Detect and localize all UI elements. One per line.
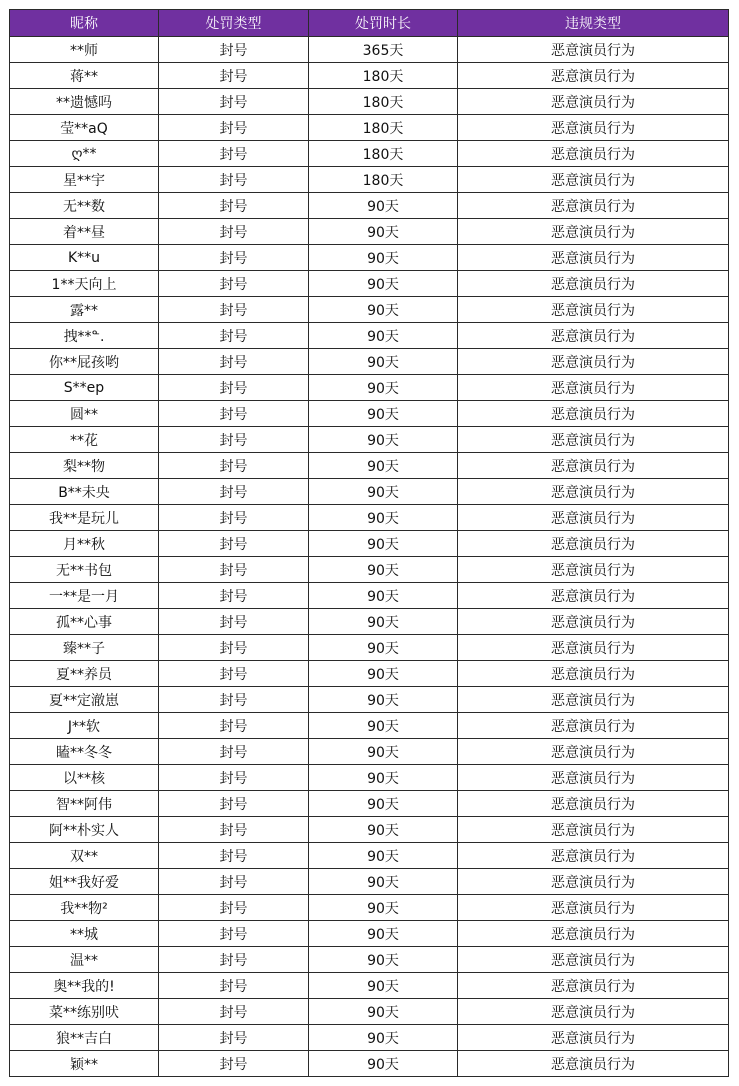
cell-violation-type: 恶意演员行为 bbox=[458, 713, 729, 739]
cell-violation-type: 恶意演员行为 bbox=[458, 1025, 729, 1051]
cell-penalty-type: 封号 bbox=[159, 635, 309, 661]
cell-nickname: ღ** bbox=[10, 141, 159, 167]
cell-violation-type: 恶意演员行为 bbox=[458, 63, 729, 89]
cell-violation-type: 恶意演员行为 bbox=[458, 765, 729, 791]
cell-penalty-duration: 90天 bbox=[309, 713, 458, 739]
cell-penalty-duration: 90天 bbox=[309, 895, 458, 921]
cell-violation-type: 恶意演员行为 bbox=[458, 895, 729, 921]
cell-nickname: J**软 bbox=[10, 713, 159, 739]
cell-violation-type: 恶意演员行为 bbox=[458, 583, 729, 609]
cell-violation-type: 恶意演员行为 bbox=[458, 531, 729, 557]
cell-nickname: 我**是玩儿 bbox=[10, 505, 159, 531]
cell-nickname: 夏**养员 bbox=[10, 661, 159, 687]
table-row bbox=[10, 531, 729, 557]
cell-nickname: 智**阿伟 bbox=[10, 791, 159, 817]
cell-penalty-duration: 90天 bbox=[309, 1025, 458, 1051]
table-row bbox=[10, 505, 729, 531]
cell-nickname: 拽**ᓐ. bbox=[10, 323, 159, 349]
cell-penalty-type: 封号 bbox=[159, 115, 309, 141]
cell-penalty-type: 封号 bbox=[159, 895, 309, 921]
table-row bbox=[10, 661, 729, 687]
cell-penalty-type: 封号 bbox=[159, 1025, 309, 1051]
table-row bbox=[10, 869, 729, 895]
cell-violation-type: 恶意演员行为 bbox=[458, 219, 729, 245]
cell-penalty-duration: 180天 bbox=[309, 63, 458, 89]
cell-penalty-type: 封号 bbox=[159, 297, 309, 323]
cell-nickname: 月**秋 bbox=[10, 531, 159, 557]
cell-penalty-type: 封号 bbox=[159, 193, 309, 219]
cell-violation-type: 恶意演员行为 bbox=[458, 271, 729, 297]
table-row bbox=[10, 219, 729, 245]
table-header-row bbox=[10, 10, 729, 37]
cell-nickname: 无**书包 bbox=[10, 557, 159, 583]
cell-penalty-type: 封号 bbox=[159, 557, 309, 583]
table-row bbox=[10, 557, 729, 583]
cell-nickname: 着**昼 bbox=[10, 219, 159, 245]
cell-violation-type: 恶意演员行为 bbox=[458, 921, 729, 947]
cell-nickname: 臻**子 bbox=[10, 635, 159, 661]
table-row bbox=[10, 1025, 729, 1051]
table-row bbox=[10, 791, 729, 817]
cell-penalty-duration: 90天 bbox=[309, 427, 458, 453]
cell-penalty-duration: 90天 bbox=[309, 817, 458, 843]
table-row bbox=[10, 479, 729, 505]
cell-nickname: 狼**吉白 bbox=[10, 1025, 159, 1051]
cell-penalty-duration: 90天 bbox=[309, 297, 458, 323]
cell-violation-type: 恶意演员行为 bbox=[458, 609, 729, 635]
cell-nickname: 梨**物 bbox=[10, 453, 159, 479]
table-row bbox=[10, 635, 729, 661]
cell-penalty-type: 封号 bbox=[159, 661, 309, 687]
cell-nickname: 姐**我好爱 bbox=[10, 869, 159, 895]
cell-violation-type: 恶意演员行为 bbox=[458, 375, 729, 401]
cell-penalty-duration: 365天 bbox=[309, 37, 458, 63]
cell-violation-type: 恶意演员行为 bbox=[458, 1051, 729, 1077]
cell-violation-type: 恶意演员行为 bbox=[458, 947, 729, 973]
table-row bbox=[10, 973, 729, 999]
cell-penalty-duration: 90天 bbox=[309, 999, 458, 1025]
cell-nickname: **城 bbox=[10, 921, 159, 947]
cell-penalty-type: 封号 bbox=[159, 843, 309, 869]
cell-penalty-type: 封号 bbox=[159, 323, 309, 349]
table-row bbox=[10, 115, 729, 141]
cell-penalty-duration: 90天 bbox=[309, 245, 458, 271]
table-row bbox=[10, 999, 729, 1025]
table-row bbox=[10, 193, 729, 219]
cell-nickname: 奥**我的! bbox=[10, 973, 159, 999]
cell-nickname: B**未央 bbox=[10, 479, 159, 505]
table-row bbox=[10, 609, 729, 635]
cell-penalty-duration: 90天 bbox=[309, 973, 458, 999]
cell-penalty-type: 封号 bbox=[159, 739, 309, 765]
cell-penalty-duration: 90天 bbox=[309, 609, 458, 635]
cell-penalty-duration: 90天 bbox=[309, 349, 458, 375]
cell-nickname: **师 bbox=[10, 37, 159, 63]
cell-nickname: 颖** bbox=[10, 1051, 159, 1077]
cell-penalty-type: 封号 bbox=[159, 401, 309, 427]
cell-penalty-type: 封号 bbox=[159, 427, 309, 453]
table-row bbox=[10, 89, 729, 115]
cell-penalty-duration: 90天 bbox=[309, 557, 458, 583]
cell-penalty-type: 封号 bbox=[159, 63, 309, 89]
cell-violation-type: 恶意演员行为 bbox=[458, 453, 729, 479]
cell-penalty-type: 封号 bbox=[159, 921, 309, 947]
cell-penalty-type: 封号 bbox=[159, 375, 309, 401]
cell-violation-type: 恶意演员行为 bbox=[458, 323, 729, 349]
cell-penalty-type: 封号 bbox=[159, 89, 309, 115]
table-row bbox=[10, 141, 729, 167]
cell-violation-type: 恶意演员行为 bbox=[458, 401, 729, 427]
table-body bbox=[10, 37, 729, 1077]
cell-nickname: 温** bbox=[10, 947, 159, 973]
cell-penalty-type: 封号 bbox=[159, 37, 309, 63]
table-row bbox=[10, 1051, 729, 1077]
cell-violation-type: 恶意演员行为 bbox=[458, 505, 729, 531]
cell-nickname: 菜**练别吠 bbox=[10, 999, 159, 1025]
table-row bbox=[10, 349, 729, 375]
cell-nickname: 阿**朴实人 bbox=[10, 817, 159, 843]
cell-violation-type: 恶意演员行为 bbox=[458, 557, 729, 583]
cell-penalty-type: 封号 bbox=[159, 271, 309, 297]
cell-violation-type: 恶意演员行为 bbox=[458, 141, 729, 167]
cell-penalty-type: 封号 bbox=[159, 609, 309, 635]
cell-nickname: 孤**心事 bbox=[10, 609, 159, 635]
cell-violation-type: 恶意演员行为 bbox=[458, 349, 729, 375]
cell-penalty-type: 封号 bbox=[159, 167, 309, 193]
cell-penalty-type: 封号 bbox=[159, 1051, 309, 1077]
cell-violation-type: 恶意演员行为 bbox=[458, 843, 729, 869]
cell-penalty-type: 封号 bbox=[159, 453, 309, 479]
table-row bbox=[10, 921, 729, 947]
table-row bbox=[10, 375, 729, 401]
table-row bbox=[10, 245, 729, 271]
penalty-table bbox=[9, 9, 729, 1077]
table-row bbox=[10, 271, 729, 297]
cell-penalty-type: 封号 bbox=[159, 713, 309, 739]
cell-violation-type: 恶意演员行为 bbox=[458, 869, 729, 895]
cell-violation-type: 恶意演员行为 bbox=[458, 297, 729, 323]
header-violation-type: 违规类型 bbox=[458, 10, 729, 37]
cell-penalty-duration: 90天 bbox=[309, 323, 458, 349]
cell-penalty-duration: 90天 bbox=[309, 921, 458, 947]
cell-nickname: 星**宇 bbox=[10, 167, 159, 193]
cell-penalty-type: 封号 bbox=[159, 245, 309, 271]
cell-penalty-duration: 180天 bbox=[309, 141, 458, 167]
cell-penalty-duration: 90天 bbox=[309, 843, 458, 869]
cell-penalty-type: 封号 bbox=[159, 583, 309, 609]
cell-nickname: 夏**定澈崽 bbox=[10, 687, 159, 713]
cell-violation-type: 恶意演员行为 bbox=[458, 479, 729, 505]
table-row bbox=[10, 323, 729, 349]
cell-violation-type: 恶意演员行为 bbox=[458, 115, 729, 141]
cell-violation-type: 恶意演员行为 bbox=[458, 739, 729, 765]
cell-nickname: 以**核 bbox=[10, 765, 159, 791]
cell-nickname: 蒋** bbox=[10, 63, 159, 89]
cell-violation-type: 恶意演员行为 bbox=[458, 661, 729, 687]
cell-penalty-duration: 90天 bbox=[309, 687, 458, 713]
cell-nickname: 瞌**冬冬 bbox=[10, 739, 159, 765]
cell-violation-type: 恶意演员行为 bbox=[458, 791, 729, 817]
cell-violation-type: 恶意演员行为 bbox=[458, 999, 729, 1025]
cell-nickname: 露** bbox=[10, 297, 159, 323]
cell-penalty-type: 封号 bbox=[159, 505, 309, 531]
table-row bbox=[10, 713, 729, 739]
cell-violation-type: 恶意演员行为 bbox=[458, 427, 729, 453]
table-row bbox=[10, 37, 729, 63]
table-row bbox=[10, 895, 729, 921]
cell-nickname: 你**屁孩哟 bbox=[10, 349, 159, 375]
cell-violation-type: 恶意演员行为 bbox=[458, 37, 729, 63]
table-row bbox=[10, 427, 729, 453]
cell-penalty-duration: 90天 bbox=[309, 583, 458, 609]
table-row bbox=[10, 817, 729, 843]
cell-violation-type: 恶意演员行为 bbox=[458, 635, 729, 661]
cell-penalty-type: 封号 bbox=[159, 531, 309, 557]
header-penalty-type: 处罚类型 bbox=[159, 10, 309, 37]
cell-penalty-type: 封号 bbox=[159, 869, 309, 895]
cell-nickname: S**ep bbox=[10, 375, 159, 401]
table-row bbox=[10, 297, 729, 323]
cell-penalty-type: 封号 bbox=[159, 791, 309, 817]
cell-penalty-duration: 90天 bbox=[309, 271, 458, 297]
cell-penalty-duration: 90天 bbox=[309, 193, 458, 219]
cell-penalty-type: 封号 bbox=[159, 817, 309, 843]
cell-penalty-duration: 90天 bbox=[309, 947, 458, 973]
cell-violation-type: 恶意演员行为 bbox=[458, 245, 729, 271]
cell-nickname: 圆** bbox=[10, 401, 159, 427]
cell-penalty-type: 封号 bbox=[159, 141, 309, 167]
cell-penalty-type: 封号 bbox=[159, 973, 309, 999]
table-row bbox=[10, 167, 729, 193]
cell-violation-type: 恶意演员行为 bbox=[458, 167, 729, 193]
table-row bbox=[10, 63, 729, 89]
cell-violation-type: 恶意演员行为 bbox=[458, 193, 729, 219]
cell-nickname: 无**数 bbox=[10, 193, 159, 219]
cell-nickname: 莹**aQ bbox=[10, 115, 159, 141]
cell-penalty-duration: 90天 bbox=[309, 375, 458, 401]
cell-penalty-duration: 90天 bbox=[309, 479, 458, 505]
cell-penalty-duration: 90天 bbox=[309, 791, 458, 817]
cell-penalty-duration: 90天 bbox=[309, 531, 458, 557]
cell-nickname: K**u bbox=[10, 245, 159, 271]
cell-penalty-duration: 90天 bbox=[309, 661, 458, 687]
cell-nickname: 1**天向上 bbox=[10, 271, 159, 297]
table-row bbox=[10, 843, 729, 869]
cell-penalty-duration: 90天 bbox=[309, 505, 458, 531]
cell-penalty-duration: 90天 bbox=[309, 869, 458, 895]
table-row bbox=[10, 947, 729, 973]
cell-nickname: **遗憾吗 bbox=[10, 89, 159, 115]
cell-penalty-type: 封号 bbox=[159, 219, 309, 245]
header-nickname: 昵称 bbox=[10, 10, 159, 37]
cell-violation-type: 恶意演员行为 bbox=[458, 817, 729, 843]
cell-penalty-type: 封号 bbox=[159, 479, 309, 505]
cell-penalty-duration: 90天 bbox=[309, 401, 458, 427]
cell-penalty-type: 封号 bbox=[159, 349, 309, 375]
cell-violation-type: 恶意演员行为 bbox=[458, 973, 729, 999]
table-row bbox=[10, 401, 729, 427]
table-row bbox=[10, 583, 729, 609]
cell-nickname: **花 bbox=[10, 427, 159, 453]
cell-penalty-type: 封号 bbox=[159, 765, 309, 791]
cell-penalty-duration: 180天 bbox=[309, 89, 458, 115]
table-row bbox=[10, 739, 729, 765]
cell-nickname: 双** bbox=[10, 843, 159, 869]
cell-penalty-type: 封号 bbox=[159, 999, 309, 1025]
cell-penalty-duration: 90天 bbox=[309, 635, 458, 661]
cell-penalty-duration: 90天 bbox=[309, 453, 458, 479]
cell-nickname: 一**是一月 bbox=[10, 583, 159, 609]
cell-penalty-duration: 180天 bbox=[309, 167, 458, 193]
cell-penalty-duration: 180天 bbox=[309, 115, 458, 141]
cell-violation-type: 恶意演员行为 bbox=[458, 687, 729, 713]
table-row bbox=[10, 765, 729, 791]
cell-penalty-duration: 90天 bbox=[309, 1051, 458, 1077]
cell-penalty-type: 封号 bbox=[159, 947, 309, 973]
header-penalty-duration: 处罚时长 bbox=[309, 10, 458, 37]
penalty-table-container bbox=[9, 9, 729, 1077]
table-row bbox=[10, 453, 729, 479]
table-row bbox=[10, 687, 729, 713]
cell-penalty-type: 封号 bbox=[159, 687, 309, 713]
cell-penalty-duration: 90天 bbox=[309, 219, 458, 245]
cell-penalty-duration: 90天 bbox=[309, 739, 458, 765]
cell-violation-type: 恶意演员行为 bbox=[458, 89, 729, 115]
cell-nickname: 我**物² bbox=[10, 895, 159, 921]
cell-penalty-duration: 90天 bbox=[309, 765, 458, 791]
